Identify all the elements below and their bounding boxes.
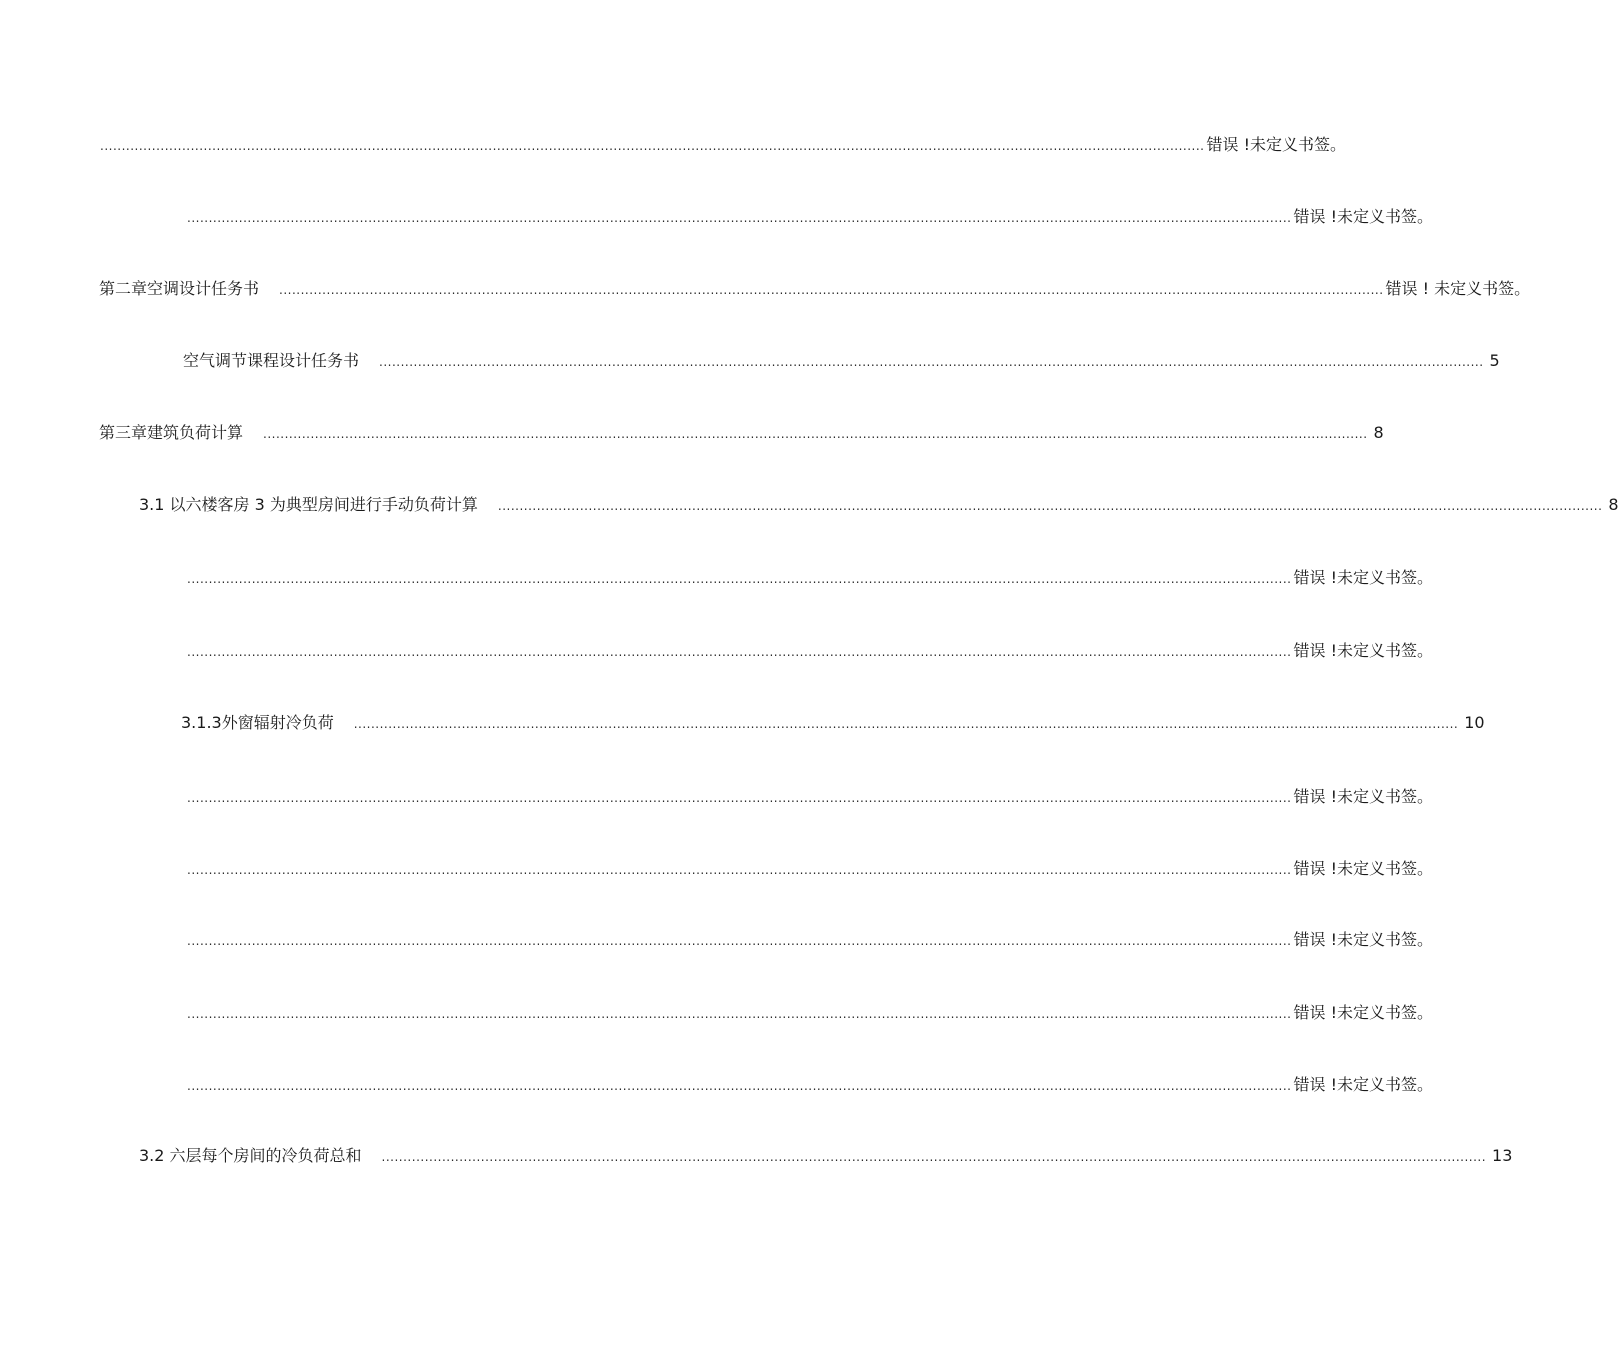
- toc-error-text: 错误 !未定义书签。: [1206, 135, 1347, 154]
- toc-entry-9[interactable]: [181, 713, 1485, 734]
- toc-leader-dots: ................................................................................................................................................................................................................................................................: [263, 427, 1368, 441]
- toc-leader-dots: ................................................................................................................................................................................................................................................................: [187, 863, 1292, 877]
- toc-title: 第三章建筑负荷计算: [99, 423, 244, 442]
- toc-error-text: 错误 !未定义书签。: [1293, 930, 1434, 949]
- toc-entry-13[interactable]: [187, 1003, 1434, 1024]
- toc-entry-11[interactable]: [187, 859, 1434, 880]
- toc-entry-4[interactable]: [183, 351, 1500, 372]
- toc-leader-dots: ................................................................................................................................................................................................................................................................: [381, 1150, 1487, 1164]
- toc-leader-dots: ................................................................................................................................................................................................................................................................: [497, 499, 1603, 513]
- toc-error-text: 错误 !未定义书签。: [1293, 787, 1434, 806]
- toc-error-text: 错误 !未定义书签。: [1293, 1003, 1434, 1022]
- toc-entry-6[interactable]: [139, 495, 1619, 516]
- toc-leader-dots: ................................................................................................................................................................................................................................................................: [187, 1079, 1292, 1093]
- toc-error-text: 错误 !未定义书签。: [1293, 641, 1434, 660]
- toc-leader-dots: ................................................................................................................................................................................................................................................................: [187, 934, 1292, 948]
- toc-entry-2[interactable]: [187, 207, 1434, 228]
- toc-entry-5[interactable]: [99, 423, 1384, 444]
- toc-leader-dots: ................................................................................................................................................................................................................................................................: [279, 283, 1384, 297]
- toc-error-text: 错误 !未定义书签。: [1293, 859, 1434, 878]
- toc-entry-8[interactable]: [187, 641, 1434, 662]
- toc-leader-dots: ................................................................................................................................................................................................................................................................: [379, 355, 1484, 369]
- toc-entry-7[interactable]: [187, 568, 1434, 589]
- toc-entry-10[interactable]: [187, 787, 1434, 808]
- toc-entry-3[interactable]: [99, 279, 1531, 300]
- toc-leader-dots: ................................................................................................................................................................................................................................................................: [187, 791, 1292, 805]
- toc-error-text: 错误 !未定义书签。: [1293, 568, 1434, 587]
- toc-title: 第二章空调设计任务书: [99, 279, 260, 298]
- toc-title: 3.2 六层每个房间的冷负荷总和: [139, 1146, 362, 1165]
- toc-entry-1[interactable]: [100, 135, 1347, 156]
- toc-page-number: 8: [1608, 495, 1619, 514]
- toc-leader-dots: ................................................................................................................................................................................................................................................................: [353, 717, 1459, 731]
- toc-page-number: 8: [1373, 423, 1384, 442]
- toc-leader-dots: ................................................................................................................................................................................................................................................................: [187, 645, 1292, 659]
- toc-title: 3.1 以六楼客房 3 为典型房间进行手动负荷计算: [139, 495, 478, 514]
- toc-error-text: 错误 !未定义书签。: [1293, 1075, 1434, 1094]
- toc-leader-dots: ................................................................................................................................................................................................................................................................: [187, 1007, 1292, 1021]
- toc-leader-dots: ................................................................................................................................................................................................................................................................: [187, 572, 1292, 586]
- toc-page-number: 10: [1464, 713, 1485, 732]
- toc-entry-15[interactable]: [139, 1146, 1513, 1167]
- toc-error-text: 错误 !未定义书签。: [1293, 207, 1434, 226]
- toc-page-number: 13: [1492, 1146, 1513, 1165]
- toc-leader-dots: ................................................................................................................................................................................................................................................................: [187, 211, 1292, 225]
- toc-entry-12[interactable]: [187, 930, 1434, 951]
- toc-entry-14[interactable]: [187, 1075, 1434, 1096]
- toc-leader-dots: ................................................................................................................................................................................................................................................................: [100, 139, 1205, 153]
- toc-page-number: 5: [1489, 351, 1500, 370]
- toc-error-text: 错误 ! 未定义书签。: [1385, 279, 1531, 298]
- toc-title: 空气调节课程设计任务书: [183, 351, 360, 370]
- toc-title: 3.1.3外窗辐射冷负荷: [181, 713, 334, 732]
